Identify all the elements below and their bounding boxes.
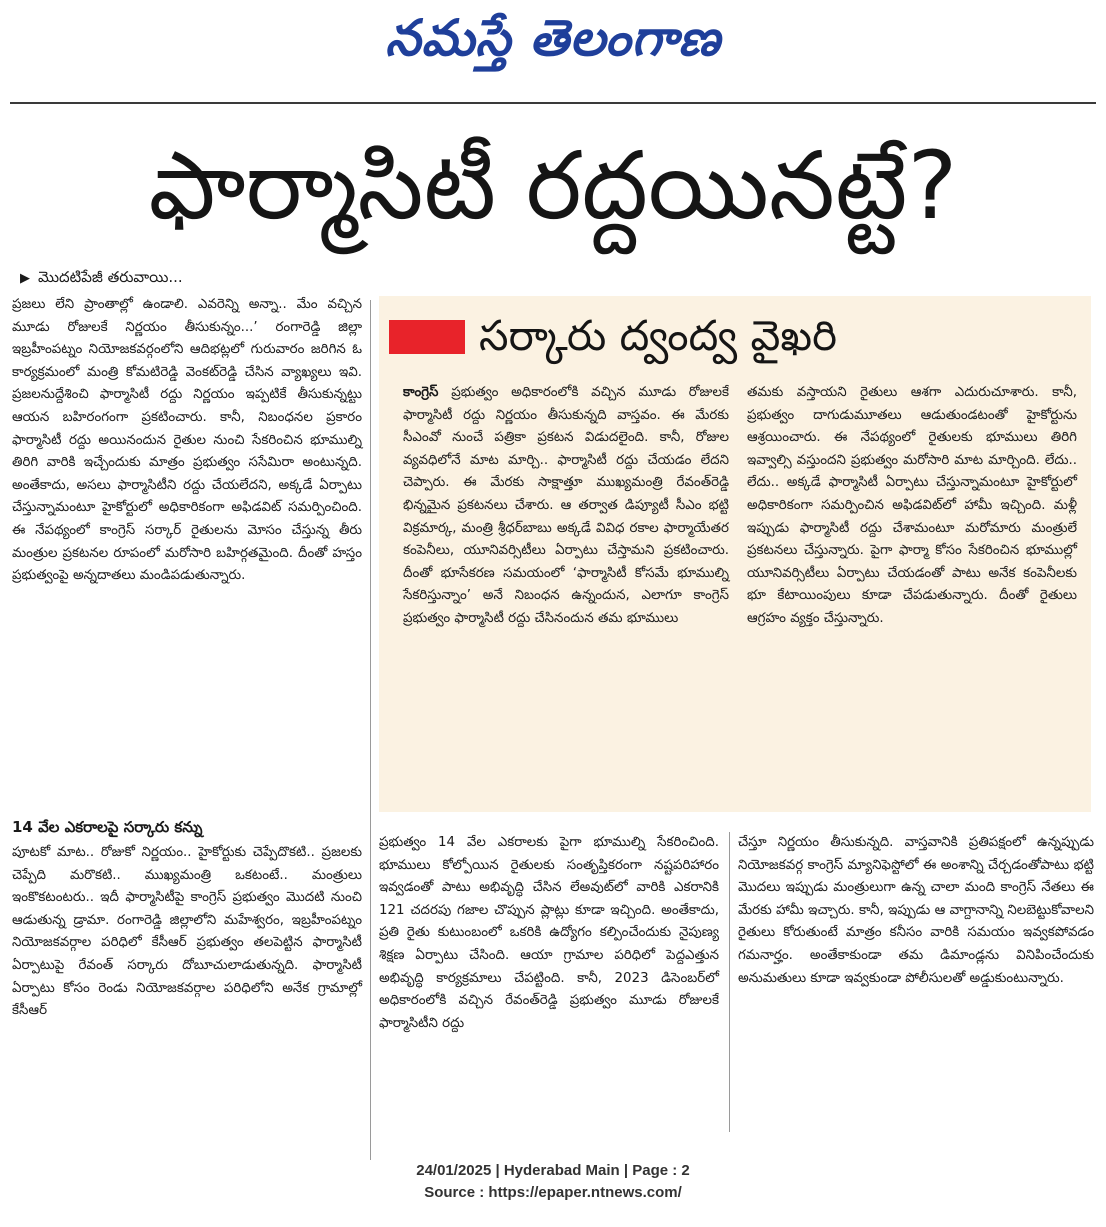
paragraph: ప్రజలు లేని ప్రాంతాల్లో ఉండాలి. ఎవరెన్ని అన్నా.. మేం వచ్చిన మూడు రోజులకే నిర్ణయం తీసుకున్నం...’ రంగారెడ్డి జిల్లా ఇబ్రహీంపట్నం నియోజకవర్గంలోని ఆదిభట్లలో గురువారం జరిగిన ఓ కార్యక్రమంలో మంత్రి కోమటిరెడ్డి వెంకట్‌రెడ్డి చేసిన వ్యాఖ్యలు ఇవి. ప్రజలనుద్దేశించి ఫార్మాసిటీ రద్దు నిర్ణయం ఇప్పటికే తీసుకున్నట్టు ఆయన బహిరంగంగా ప్రకటించారు. కానీ, నిబంధనల ప్రకారం ఫార్మాసిటీ రద్దు అయినందున రైతుల నుంచి సేకరించిన భూముల్ని తిరిగి వారికి ఇచ్చేందుకు మాత్రం ప్రభుత్వం ససేమిరా అంటున్నది. అంతేకాదు, అసలు ఫార్మాసిటీని రద్దు చేయలేదని, అక్కడే ఏర్పాటు చేస్తున్నామంటూ హైకోర్టులో అధికారికంగా అఫిడవిట్ సమర్పించింది. ఈ నేపథ్యంలో కాంగ్రెస్ సర్కార్ రైతులను మోసం చేస్తున్న తీరు మంత్రుల ప్రకటనల రూపంలో మరోసారి బహిర్గతమైంది. దీంతో హస్తం ప్రభుత్వంపై అన్నదాతలు మండిపడుతున్నారు. (12, 297, 362, 584)
paragraph-text: ప్రభుత్వం అధికారంలోకి వచ్చిన మూడు రోజులకే ఫార్మాసిటీ రద్దు నిర్ణయం తీసుకున్నది వాస్తవం. ఈ మేరకు సీఎంవో నుంచే పత్రికా ప్రకటన విడుదలైంది. కానీ, రోజుల వ్యవధిలోనే మాట మార్చి.. ఫార్మాసిటీ రద్దు చేయడం లేదని చెప్పారు. ఈ మేరకు సాక్షాత్తూ ముఖ్యమంత్రి రేవంత్‌రెడ్డి భిన్నమైన ప్రకటనలు చేశారు. ఆ తర్వాత డిప్యూటీ సీఎం భట్టి విక్రమార్క, మంత్రి శ్రీధర్‌బాబు అక్కడే వివిధ రకాల ఫార్మాయేతర కంపెనీలు, యూనివర్సిటీలు ఏర్పాటు చేస్తామని ప్రకటించారు. దీంతో భూసేకరణ సమయంలో ‘ఫార్మాసిటీ కోసమే భూముల్ని సేకరిస్తున్నాం’ అనే నిబంధన ఉన్నందున, ఎలాగూ కాంగ్రెస్ ప్రభుత్వం ఫార్మాసిటీ రద్దు చేసినందున తమ భూములు (403, 385, 729, 626)
article-headline: ఫార్మాసిటీ రద్దయినట్టే? (148, 132, 958, 241)
sidebar-box-title: సర్కారు ద్వంద్వ వైఖరి (479, 311, 837, 360)
sidebar-box-column-2 (747, 382, 1077, 631)
lead-word: కాంగ్రెస్ (403, 385, 439, 400)
red-tag-marker (389, 320, 465, 354)
edition-info: 24/01/2025 | Hyderabad Main | Page : 2 (416, 1162, 690, 1179)
paragraph: పూటకో మాట.. రోజుకో నిర్ణయం.. హైకోర్టుకు చెప్పేదొకటి.. ప్రజలకు చెప్పేది మరొకటి.. ముఖ్యమంత్రి ఒకటంటే.. మంత్రులు ఇంకొకటంటరు.. ఇదీ ఫార్మాసిటీపై కాంగ్రెస్ ప్రభుత్వం మొదటి నుంచి ఆడుతున్న డ్రామా. రంగారెడ్డి జిల్లాలోని మహేశ్వరం, ఇబ్రహీంపట్నం నియోజకవర్గాల పరిధిలో కేసీఆర్ ప్రభుత్వం తలపెట్టిన ఫార్మాసిటీ ఏర్పాటుపై రేవంత్ సర్కారు దోబూచులాడుతున్నది. ఫార్మాసిటీ ఏర్పాటు కోసం రెండు నియోజకవర్గాల పరిధిలోని అనేక గ్రామాల్లో కేసీఆర్ (12, 845, 362, 1019)
article-column-left-lower (12, 842, 362, 1023)
sidebar-box (379, 296, 1091, 812)
triangle-right-icon: ▶ (20, 271, 30, 286)
article-column-left (12, 294, 362, 588)
masthead-divider (10, 102, 1096, 104)
page-footer (0, 1160, 1106, 1204)
section-subheading: 14 వేల ఎకరాలపై సర్కారు కన్ను (12, 818, 203, 836)
article-column-bottom-right (738, 832, 1094, 990)
newspaper-logo: నమస్తే తెలంగాణ (385, 8, 721, 67)
paragraph (403, 382, 729, 631)
column-divider (729, 832, 730, 1132)
paragraph: చేస్తూ నిర్ణయం తీసుకున్నది. వాస్తవానికి ప్రతిపక్షంలో ఉన్నప్పుడు నియోజకవర్గ కాంగ్రెస్ మ్యానిఫెస్టోలో ఈ అంశాన్ని చేర్చడంతోపాటు భట్టి మొదలు ఇప్పుడు మంత్రులుగా ఉన్న చాలా మంది కాంగ్రెస్ నేతలు ఈ మేరకు హామీ ఇచ్చారు. కానీ, ఇప్పుడు ఆ వాగ్దానాన్ని నిలబెట్టుకోవాలని రైతులు కోరుతుంటే మాత్రం కనీసం వారికి సమయం ఇవ్వకపోవడం గమనార్హం. అంతేకాకుండా తమ డిమాండ్లను వినిపించేందుకు అనుమతులు కూడా ఇవ్వకుండా పోలీసులతో అడ్డుకుంటున్నారు. (738, 835, 1094, 986)
paragraph: తమకు వస్తాయని రైతులు ఆశగా ఎదురుచూశారు. కానీ, ప్రభుత్వం దాగుడుమూతలు ఆడుతుండటంతో హైకోర్టును ఆశ్రయించారు. ఈ నేపథ్యంలో రైతులకు భూములు తిరిగి ఇవ్వాల్సి వస్తుందని ప్రభుత్వం మరోసారి మాట మార్చింది. లేదు.. లేదు.. అక్కడే ఫార్మాసిటీ ఏర్పాటు చేస్తున్నామంటూ హైకోర్టులో అధికారికంగా సమర్పించిన అఫిడవిట్‌లో హామీ ఇచ్చింది. మళ్లీ ఇప్పుడు ఫార్మాసిటీ రద్దు చేశామంటూ మరోమారు మంత్రులే ప్రకటనలు చేస్తున్నారు. పైగా ఫార్మా కోసం సేకరించిన భూముల్లో యూనివర్సిటీలు ఏర్పాటు చేయడంతో పాటు అనేక కంపెనీలకు భూ కేటాయింపులు కూడా చేపడుతున్నారు. దీంతో రైతులు ఆగ్రహం వ్యక్తం చేస్తున్నారు. (747, 385, 1077, 626)
sidebar-box-column-1 (403, 382, 729, 631)
source-link[interactable]: Source : https://epaper.ntnews.com/ (424, 1184, 682, 1201)
masthead (0, 0, 1106, 100)
kicker-text: మొదటిపేజీ తరువాయి... (38, 268, 183, 286)
continuation-kicker (20, 268, 183, 290)
article-column-bottom-middle (379, 832, 719, 1035)
paragraph: ప్రభుత్వం 14 వేల ఎకరాలకు పైగా భూముల్ని సేకరించింది. భూములు కోల్పోయిన రైతులకు సంతృప్తికరంగా నష్టపరిహారం ఇవ్వడంతో పాటు అభివృద్ధి చేసిన లేఅవుట్‌లో వారికి ఎకరానికి 121 చదరపు గజాల చొప్పున ప్లాట్లు కూడా ఇచ్చింది. అంతేకాదు, ప్రతి రైతు కుటుంబంలో ఒకరికి ఉద్యోగం కల్పించేందుకు నైపుణ్య శిక్షణ ఏర్పాటు చేసింది. ఆయా గ్రామాల పరిధిలో పెద్దఎత్తున అభివృద్ధి కార్యక్రమాలు చేపట్టింది. కానీ, 2023 డిసెంబర్‌లో అధికారంలోకి వచ్చిన రేవంత్‌రెడ్డి ప్రభుత్వం మూడు రోజులకే ఫార్మాసిటీని రద్దు (379, 835, 719, 1031)
column-divider (370, 300, 371, 1160)
